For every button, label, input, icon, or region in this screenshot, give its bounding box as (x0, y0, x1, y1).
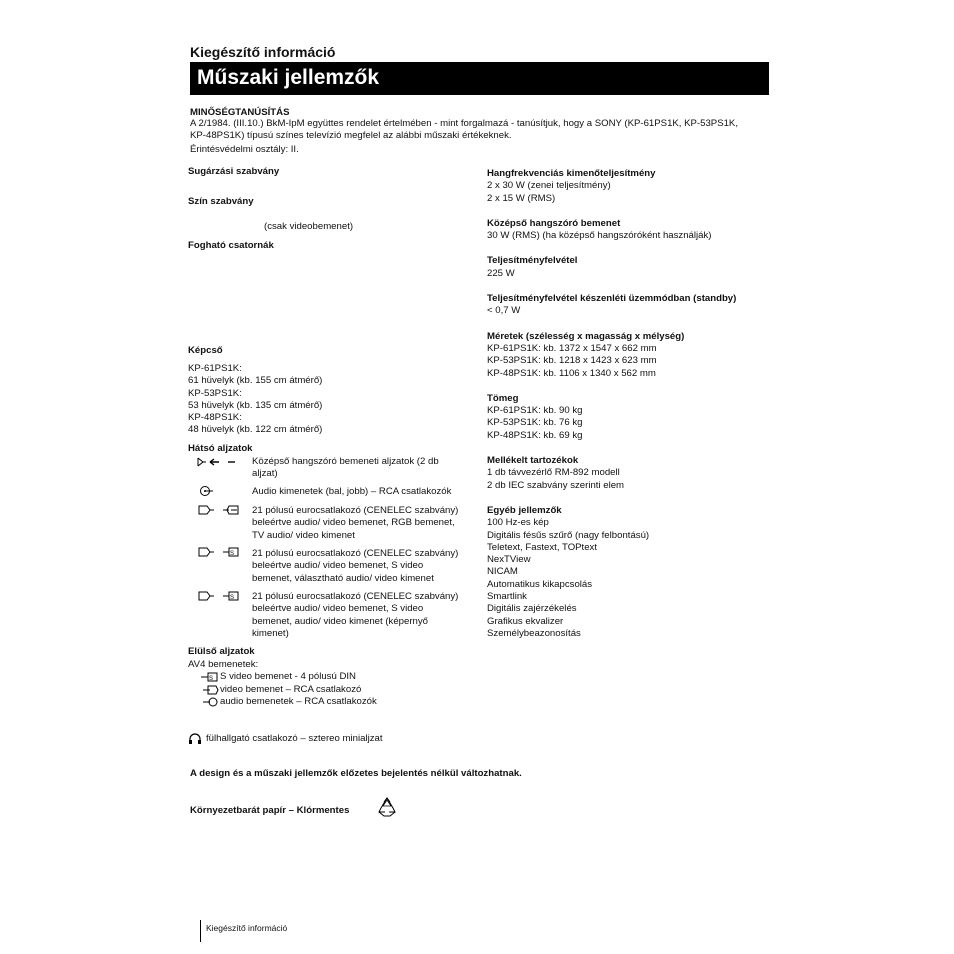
tube-line: 48 hüvelyk (kb. 122 cm átmérő) (188, 424, 323, 436)
paper-note: Környezetbarát papír – Klórmentes (190, 805, 350, 816)
front-item-audio: audio bemenetek – RCA csatlakozók (220, 696, 377, 707)
spec-heading: Középső hangszóró bemenet (487, 217, 621, 229)
scart-av3-icon (197, 590, 243, 602)
spec-heading: Méretek (szélesség x magasság x mélység) (487, 330, 685, 342)
audio-output-icon (199, 485, 215, 497)
tube-line: KP-61PS1K: (188, 363, 242, 374)
video-input-icon (202, 684, 220, 696)
rear-item-line: Audio kimenetek (bal, jobb) – RCA csatlakozók (252, 486, 452, 497)
page-title: Műszaki jellemzők (190, 62, 769, 95)
svg-text:S: S (230, 595, 235, 601)
rear-item-line: kimenet) (252, 627, 289, 639)
broadcast-standard-label: Sugárzási szabvány (188, 166, 280, 177)
certification-line-1: A 2/1984. (III.10.) BkM-IpM együttes rendelet értelmében - mint forgalmazá - tanúsítjuk, hogy a SONY (KP-61PS1K, KP-53PS1K, (190, 118, 738, 129)
spec-heading: Teljesítményfelvétel készenléti üzemmódban (standby) (487, 293, 737, 305)
spec-line: 30 W (RMS) (ha középső hangszóróként használják) (487, 230, 712, 242)
spec-line: Teletext, Fastext, TOPtext (487, 541, 598, 553)
rear-item-line: beleértve audio/ video bemenet, RGB bemenet, (252, 517, 455, 529)
spec-line: 2 db IEC szabvány szerinti elem (487, 479, 625, 491)
color-standard-note: (csak videobemenet) (264, 221, 354, 232)
spec-line: KP-61PS1K: kb. 90 kg (487, 405, 583, 417)
headphone-jack: fülhallgató csatlakozó – sztereo minialjzat (206, 733, 383, 744)
spec-dimensions (487, 331, 769, 380)
spec-heading: Egyéb jellemzők (487, 504, 562, 516)
protection-class: Érintésvédelmi osztály: II. (190, 144, 299, 155)
svg-text:S: S (230, 551, 235, 557)
color-standard-label: Szín szabvány (188, 196, 254, 207)
rear-item-line: beleértve audio/ video bemenet, S video (252, 603, 424, 615)
rear-item-audio-out (252, 486, 451, 498)
spec-power-consumption (487, 255, 769, 280)
svg-text:S: S (209, 676, 214, 682)
rear-item-center-speaker (252, 456, 439, 481)
footer-label: Kiegészítő információ (206, 923, 288, 933)
spec-accessories (487, 455, 769, 492)
spec-line: Grafikus ekvalizer (487, 615, 564, 627)
rear-jacks-label: Hátsó aljzatok (188, 443, 253, 454)
tube-line: KP-53PS1K: (188, 387, 242, 399)
tube-line: 61 hüvelyk (kb. 155 cm átmérő) (188, 375, 323, 387)
right-specs (487, 168, 769, 640)
rear-item-line: bemenet, audio/ video kimenet (képernyő (252, 615, 428, 627)
spec-line: 100 Hz-es kép (487, 517, 549, 529)
section-title: Kiegészítő információ (190, 44, 336, 60)
spec-line: Személybeazonosítás (487, 627, 581, 639)
scart-av1-icon (197, 504, 243, 516)
rear-item-line: 21 pólusú eurocsatlakozó (CENELEC szabvány) (252, 505, 459, 516)
spec-line: 2 x 15 W (RMS) (487, 192, 556, 204)
spec-output-power (487, 168, 769, 205)
scart-av2-icon (197, 546, 243, 558)
recycle-icon (376, 796, 398, 818)
spec-other-features (487, 505, 769, 640)
rear-item-scart-3 (252, 591, 458, 640)
rear-item-line: aljzat) (252, 468, 278, 480)
headphone-icon (188, 733, 202, 745)
certification-heading: MINŐSÉGTANÚSÍTÁS (190, 107, 290, 118)
spec-weight (487, 393, 769, 442)
spec-line: 2 x 30 W (zenei teljesítmény) (487, 180, 611, 192)
spec-line: Digitális fésűs szűrő (nagy felbontású) (487, 529, 650, 541)
spec-heading: Mellékelt tartozékok (487, 455, 579, 467)
spec-line: < 0,7 W (487, 305, 521, 317)
spec-line: NICAM (487, 566, 518, 578)
change-notice: A design és a műszaki jellemzők előzetes bejelentés nélkül változhatnak. (190, 768, 522, 779)
s-video-input-icon (200, 671, 220, 683)
spec-line: Smartlink (487, 591, 527, 603)
front-av4-label: AV4 bemenetek: (188, 659, 259, 670)
rear-item-line: beleértve audio/ video bemenet, S video (252, 560, 424, 572)
rear-item-scart-2 (252, 548, 458, 585)
spec-line: KP-53PS1K: kb. 1218 x 1423 x 623 mm (487, 355, 657, 367)
channels-label: Fogható csatornák (188, 240, 274, 251)
certification-line-2: KP-48PS1K) típusú színes televízió megfelel az alábbi műszaki értékeknek. (190, 130, 512, 141)
front-item-s-video: S video bemenet - 4 pólusú DIN (220, 671, 356, 682)
spec-line: Automatikus kikapcsolás (487, 578, 593, 590)
spec-heading: Tömeg (487, 392, 519, 404)
spec-line: KP-53PS1K: kb. 76 kg (487, 417, 583, 429)
tube-line: KP-48PS1K: (188, 412, 242, 424)
spec-line: 225 W (487, 267, 515, 279)
rear-item-line: 21 pólusú eurocsatlakozó (CENELEC szabvány) (252, 591, 459, 602)
spec-center-speaker (487, 218, 769, 243)
spec-line: KP-61PS1K: kb. 1372 x 1547 x 662 mm (487, 342, 657, 354)
audio-input-icon (202, 696, 220, 708)
rear-item-scart-1 (252, 505, 458, 542)
front-jacks-label: Elülső aljzatok (188, 646, 255, 657)
rear-item-line: TV audio/ video kimenet (252, 529, 355, 541)
spec-line: 1 db távvezérlő RM-892 modell (487, 467, 620, 479)
rear-item-line: bemenet, választható audio/ video kimenet (252, 572, 434, 584)
front-item-video: video bemenet – RCA csatlakozó (220, 684, 362, 695)
spec-line: Digitális zajérzékelés (487, 603, 577, 615)
footer-divider (200, 920, 201, 942)
tube-specs (188, 363, 322, 437)
rear-item-line: Középső hangszóró bemeneti aljzatok (2 db (252, 456, 439, 467)
tube-line: 53 hüvelyk (kb. 135 cm átmérő) (188, 399, 323, 411)
spec-line: KP-48PS1K: kb. 69 kg (487, 429, 583, 441)
spec-heading: Teljesítményfelvétel (487, 255, 578, 267)
rear-item-line: 21 pólusú eurocsatlakozó (CENELEC szabvány) (252, 548, 459, 559)
spec-line: NexTView (487, 554, 531, 566)
spec-standby (487, 293, 769, 318)
spec-line: KP-48PS1K: kb. 1106 x 1340 x 562 mm (487, 367, 656, 379)
center-speaker-input-icon (197, 456, 241, 468)
tube-label: Képcső (188, 345, 223, 356)
spec-heading: Hangfrekvenciás kimenőteljesítmény (487, 168, 656, 179)
